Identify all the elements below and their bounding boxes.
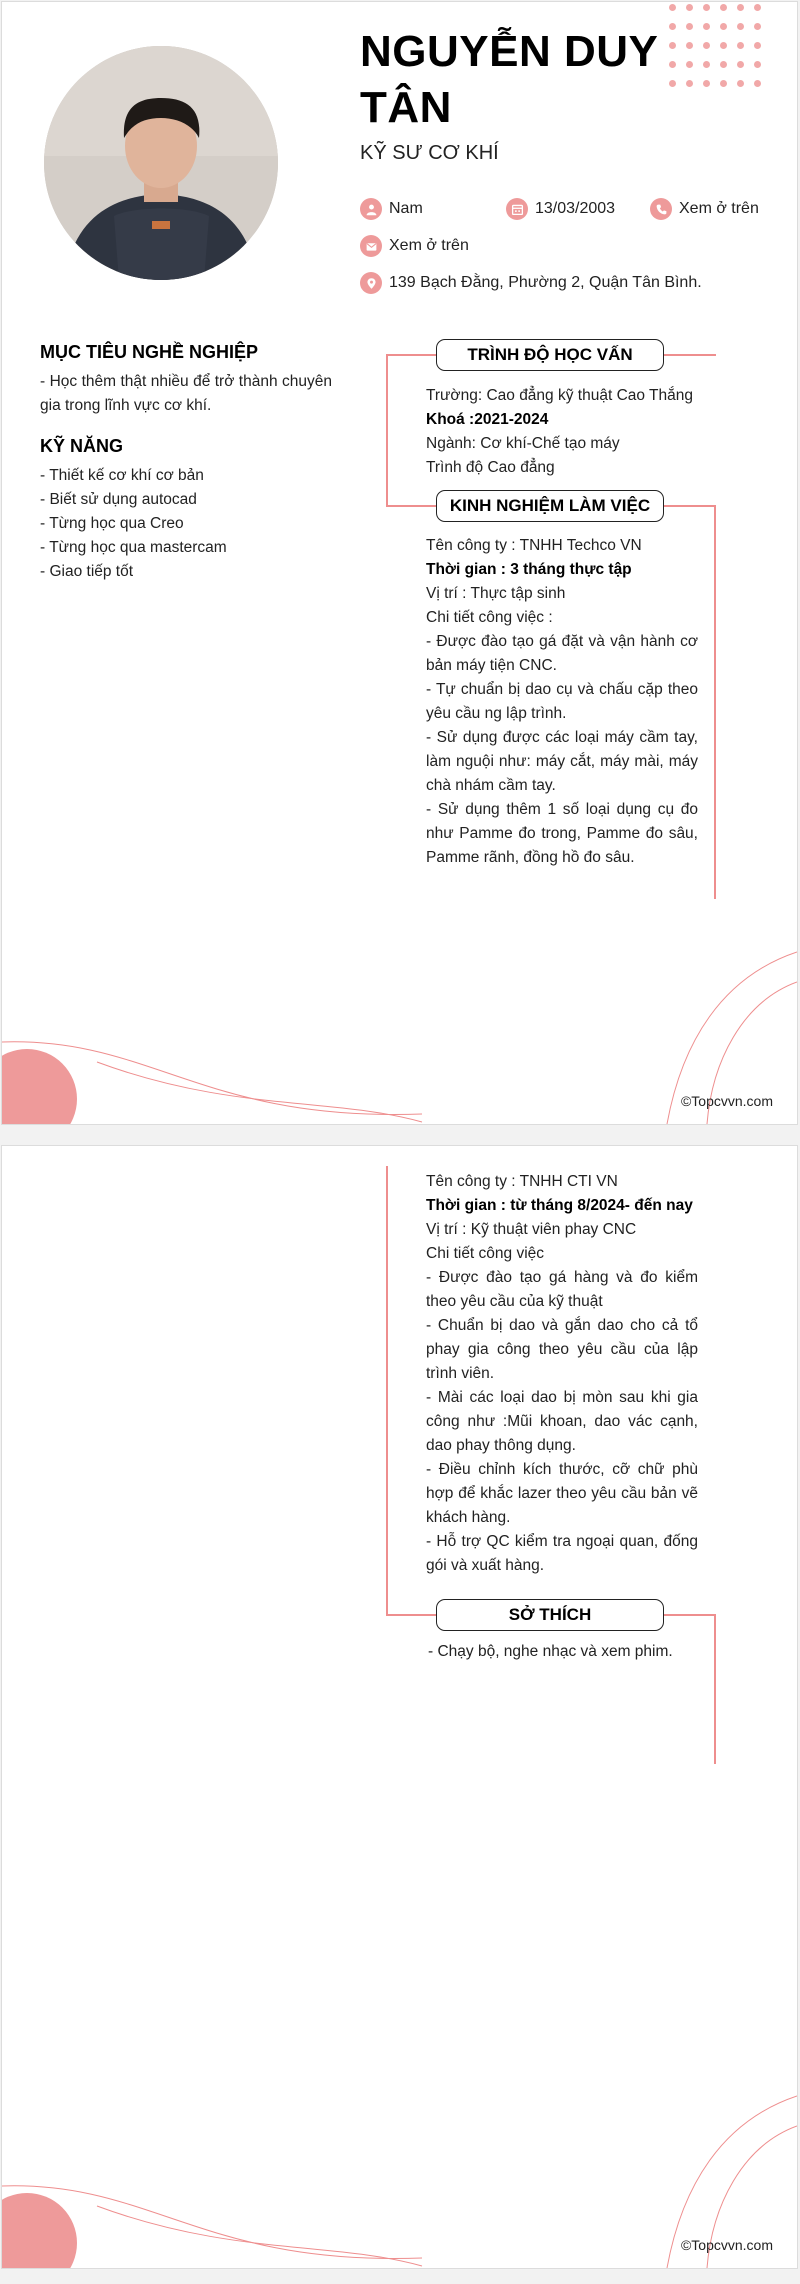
decorative-dot xyxy=(754,23,761,30)
education-details xyxy=(426,384,716,480)
birthday-value: 13/03/2003 xyxy=(535,200,616,217)
hobbies-title: SỞ THÍCH xyxy=(436,1599,664,1631)
job1-time: Thời gian : 3 tháng thực tập xyxy=(426,561,632,578)
address-value: 139 Bạch Đằng, Phường 2, Quận Tân Bình. xyxy=(389,274,702,291)
education-school: Trường: Cao đẳng kỹ thuật Cao Thắng xyxy=(426,387,693,404)
job1-detail-item: - Tự chuẩn bị dao cụ và chấu cặp theo yêu cầu ng lập trình. xyxy=(426,681,698,722)
gender-row xyxy=(360,198,423,220)
education-title: TRÌNH ĐỘ HỌC VẤN xyxy=(436,339,664,371)
job1-detail-item: - Sử dụng được các loại máy cầm tay, làm nguội như: máy cắt, máy mài, máy chà nhám cầm tay. xyxy=(426,729,698,794)
decorative-dot xyxy=(754,61,761,68)
skills-list xyxy=(40,464,332,584)
job2-detail-item: - Chuẩn bị dao và gắn dao cho cả tổ phay gia công theo yêu cầu của lập trình viên. xyxy=(426,1317,698,1382)
job2-position: Vị trí : Kỹ thuật viên phay CNC xyxy=(426,1221,637,1238)
cv-page-2 xyxy=(2,1146,797,2268)
skills-title: KỸ NĂNG xyxy=(40,436,124,456)
education-major: Ngành: Cơ khí-Chế tạo máy xyxy=(426,435,620,452)
connector-line xyxy=(664,354,716,356)
connector-line xyxy=(664,1614,716,1616)
decorative-dot xyxy=(686,4,693,11)
calendar-icon xyxy=(506,198,528,220)
job-title: KỸ SƯ CƠ KHÍ xyxy=(360,142,499,164)
job2-time: Thời gian : từ tháng 8/2024- đến nay xyxy=(426,1197,693,1214)
experience-title: KINH NGHIỆM LÀM VIỆC xyxy=(436,490,664,522)
decorative-circle xyxy=(2,1049,77,1124)
decorative-dot xyxy=(737,23,744,30)
gender-value: Nam xyxy=(389,200,423,217)
job1-details-label: Chi tiết công việc : xyxy=(426,609,553,626)
job2-detail-item: - Được đào tạo gá hàng và đo kiểm theo yêu cầu của kỹ thuật xyxy=(426,1269,698,1310)
decorative-dot xyxy=(720,42,727,49)
job1-detail-item: - Sử dụng thêm 1 số loại dụng cụ đo như Pamme đo trong, Pamme đo sâu, Pamme rãnh, đồng hồ đo sâu. xyxy=(426,801,698,866)
birthday-row xyxy=(506,198,615,220)
decorative-dot xyxy=(737,42,744,49)
decorative-dot xyxy=(720,4,727,11)
decorative-dot xyxy=(703,4,710,11)
decorative-dot xyxy=(737,80,744,87)
experience-job-1 xyxy=(426,534,698,870)
candidate-name xyxy=(360,24,720,136)
phone-value: Xem ở trên xyxy=(679,200,759,217)
job1-detail-item: - Được đào tạo gá đặt và vận hành cơ bản máy tiện CNC. xyxy=(426,633,698,674)
skill-item: - Giao tiếp tốt xyxy=(40,563,134,580)
job2-detail-item: - Điều chỉnh kích thước, cỡ chữ phù hợp để khắc lazer theo yêu cầu bản vẽ khách hàng. xyxy=(426,1461,698,1526)
copyright: ©Topcvvn.com xyxy=(680,1093,773,1109)
connector-line xyxy=(714,1614,716,1764)
copyright: ©Topcvvn.com xyxy=(680,2237,773,2253)
skill-item: - Thiết kế cơ khí cơ bản xyxy=(40,467,204,484)
email-value: Xem ở trên xyxy=(389,237,469,254)
decorative-dot xyxy=(754,4,761,11)
decorative-dot xyxy=(720,61,727,68)
email-icon xyxy=(360,235,382,257)
decorative-dot xyxy=(737,61,744,68)
job1-position: Vị trí : Thực tập sinh xyxy=(426,585,566,602)
email-row xyxy=(360,235,469,257)
career-objective-text: - Học thêm thật nhiều để trở thành chuyên gia trong lĩnh vực cơ khí. xyxy=(40,373,332,414)
connector-line xyxy=(386,1166,388,1616)
skill-item: - Từng học qua Creo xyxy=(40,515,184,532)
cv-page-1 xyxy=(2,2,797,1124)
profile-photo xyxy=(44,46,278,280)
name-line-1: NGUYỄN DUY xyxy=(360,27,659,76)
decorative-dot xyxy=(754,42,761,49)
decorative-dot xyxy=(669,4,676,11)
decorative-circle xyxy=(2,2193,77,2268)
connector-line xyxy=(664,505,716,507)
connector-line xyxy=(386,505,436,507)
job2-detail-item: - Hỗ trợ QC kiểm tra ngoại quan, đống gói và xuất hàng. xyxy=(426,1533,698,1574)
job2-details-label: Chi tiết công việc xyxy=(426,1245,545,1262)
user-icon xyxy=(360,198,382,220)
skill-item: - Từng học qua mastercam xyxy=(40,539,227,556)
job2-company: Tên công ty : TNHH CTI VN xyxy=(426,1173,618,1190)
connector-line xyxy=(714,505,716,899)
education-course: Khoá :2021-2024 xyxy=(426,411,549,428)
avatar xyxy=(44,46,278,280)
connector-line xyxy=(386,354,388,506)
experience-job-2 xyxy=(426,1170,698,1578)
skill-item: - Biết sử dụng autocad xyxy=(40,491,197,508)
education-level: Trình độ Cao đẳng xyxy=(426,459,555,476)
location-pin-icon xyxy=(360,272,382,294)
decorative-dot xyxy=(720,80,727,87)
phone-icon xyxy=(650,198,672,220)
decorative-dot xyxy=(754,80,761,87)
decorative-dot xyxy=(737,4,744,11)
job2-detail-item: - Mài các loại dao bị mòn sau khi gia công như :Mũi khoan, dao vác cạnh, dao phay thông dụng. xyxy=(426,1389,698,1454)
hobbies-text: - Chạy bộ, nghe nhạc và xem phim. xyxy=(428,1643,673,1660)
connector-line xyxy=(386,1614,436,1616)
phone-row xyxy=(650,198,759,220)
job1-company: Tên công ty : TNHH Techco VN xyxy=(426,537,642,554)
name-line-2: TÂN xyxy=(360,83,452,132)
address-row xyxy=(360,272,702,294)
connector-line xyxy=(386,354,436,356)
decorative-dot xyxy=(720,23,727,30)
career-objective-title: MỤC TIÊU NGHỀ NGHIỆP xyxy=(40,342,259,362)
